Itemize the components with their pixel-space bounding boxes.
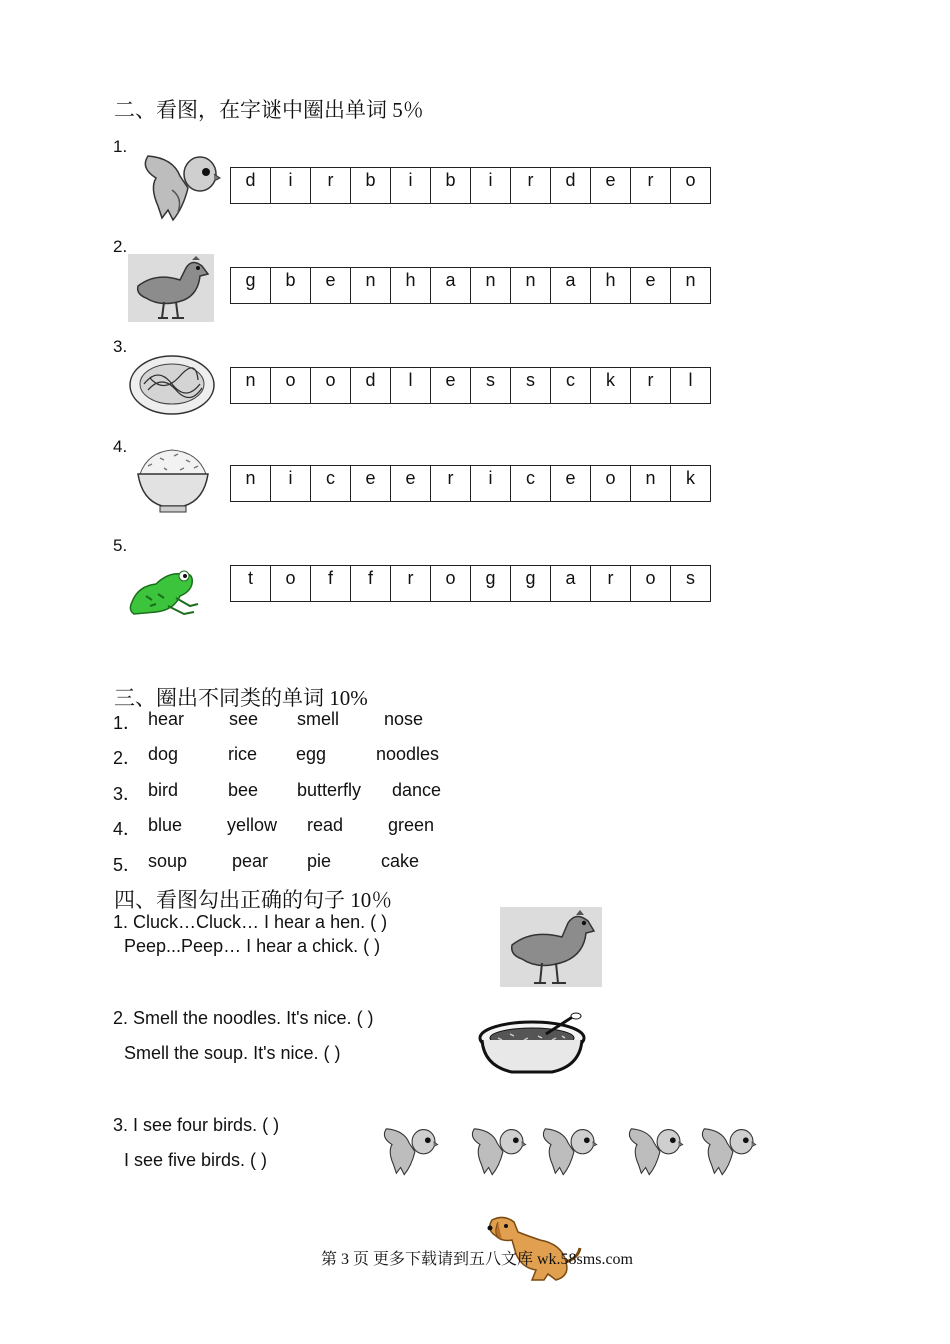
- letter-cell[interactable]: a: [551, 268, 591, 304]
- hen-icon: [500, 907, 602, 987]
- letter-cell[interactable]: s: [511, 368, 551, 404]
- letter-cell[interactable]: e: [311, 268, 351, 304]
- letter-cell[interactable]: f: [311, 566, 351, 602]
- letter-cell[interactable]: n: [511, 268, 551, 304]
- letter-cell[interactable]: i: [271, 466, 311, 502]
- word-option[interactable]: bird: [148, 780, 179, 800]
- letter-cell[interactable]: c: [511, 466, 551, 502]
- item2-number: 2.: [113, 237, 128, 256]
- letter-cell[interactable]: r: [391, 566, 431, 602]
- soup-icon: [476, 1012, 588, 1076]
- word-option[interactable]: blue: [148, 815, 183, 835]
- q2-sentence-a[interactable]: 2. Smell the noodles. It's nice. ( ): [113, 1008, 374, 1028]
- section3-title: 三、圈出不同类的单词 10%: [114, 686, 368, 710]
- letter-cell[interactable]: n: [671, 268, 711, 304]
- letter-cell[interactable]: b: [271, 268, 311, 304]
- bird-icon: [531, 1122, 599, 1180]
- letter-cell[interactable]: e: [431, 368, 471, 404]
- letter-cell[interactable]: l: [671, 368, 711, 404]
- word-option[interactable]: butterfly: [297, 780, 362, 800]
- bird-icon: [617, 1122, 685, 1180]
- letter-cell[interactable]: d: [351, 368, 391, 404]
- letter-cell[interactable]: o: [271, 566, 311, 602]
- letter-cell[interactable]: f: [351, 566, 391, 602]
- letter-cell[interactable]: h: [591, 268, 631, 304]
- letter-cell[interactable]: d: [231, 168, 271, 204]
- letter-cell[interactable]: e: [591, 168, 631, 204]
- word-option[interactable]: bee: [228, 780, 259, 800]
- word-option[interactable]: rice: [228, 744, 258, 764]
- letter-cell[interactable]: i: [471, 466, 511, 502]
- letter-cell[interactable]: i: [471, 168, 511, 204]
- letter-cell[interactable]: e: [551, 466, 591, 502]
- word-option[interactable]: see: [229, 709, 259, 729]
- letter-cell[interactable]: k: [591, 368, 631, 404]
- letter-cell[interactable]: b: [351, 168, 391, 204]
- letter-cell[interactable]: e: [351, 466, 391, 502]
- word-option[interactable]: pie: [307, 851, 332, 871]
- q2-sentence-b[interactable]: Smell the soup. It's nice. ( ): [124, 1043, 341, 1063]
- letter-cell[interactable]: d: [551, 168, 591, 204]
- footer-text: 第 3 页 更多下载请到五八文库 wk.58sms.com: [321, 1251, 634, 1268]
- item1-number: 1.: [113, 137, 128, 156]
- noodles-icon: [128, 354, 216, 416]
- bird-icon: [690, 1122, 758, 1180]
- letter-cell[interactable]: o: [311, 368, 351, 404]
- row-number: 4．: [113, 819, 142, 839]
- letter-grid-2: [230, 267, 711, 304]
- row-number: 1．: [113, 713, 142, 733]
- letter-cell[interactable]: o: [631, 566, 671, 602]
- letter-cell[interactable]: t: [231, 566, 271, 602]
- letter-cell[interactable]: r: [631, 168, 671, 204]
- word-option[interactable]: read: [307, 815, 344, 835]
- letter-cell[interactable]: s: [671, 566, 711, 602]
- q3-sentence-b[interactable]: I see five birds. ( ): [124, 1150, 268, 1170]
- word-option[interactable]: pear: [232, 851, 269, 871]
- letter-cell[interactable]: a: [551, 566, 591, 602]
- letter-cell[interactable]: o: [591, 466, 631, 502]
- section4-title: 四、看图勾出正确的句子 10％: [114, 888, 393, 912]
- letter-cell[interactable]: c: [311, 466, 351, 502]
- letter-cell[interactable]: r: [311, 168, 351, 204]
- word-option[interactable]: dance: [392, 780, 442, 800]
- row-number: 5．: [113, 855, 142, 875]
- letter-cell[interactable]: n: [231, 368, 271, 404]
- letter-cell[interactable]: i: [271, 168, 311, 204]
- bird-icon: [460, 1122, 528, 1180]
- letter-cell[interactable]: n: [351, 268, 391, 304]
- letter-cell[interactable]: r: [591, 566, 631, 602]
- word-option[interactable]: cake: [381, 851, 420, 871]
- letter-cell[interactable]: n: [231, 466, 271, 502]
- letter-grid-1: [230, 167, 711, 204]
- word-option[interactable]: noodles: [376, 744, 440, 764]
- q1-sentence-b[interactable]: Peep...Peep… I hear a chick. ( ): [124, 936, 381, 956]
- rice-icon: [134, 444, 212, 514]
- letter-cell[interactable]: i: [391, 168, 431, 204]
- letter-cell[interactable]: g: [471, 566, 511, 602]
- q3-sentence-a[interactable]: 3. I see four birds. ( ): [113, 1115, 280, 1135]
- letter-cell[interactable]: o: [271, 368, 311, 404]
- letter-cell[interactable]: g: [231, 268, 271, 304]
- letter-cell[interactable]: r: [431, 466, 471, 502]
- letter-cell[interactable]: o: [671, 168, 711, 204]
- letter-cell[interactable]: e: [631, 268, 671, 304]
- item5-number: 5.: [113, 536, 128, 555]
- letter-cell[interactable]: o: [431, 566, 471, 602]
- q1-sentence-a[interactable]: 1. Cluck…Cluck… I hear a hen. ( ): [113, 912, 388, 932]
- word-option[interactable]: hear: [148, 709, 185, 729]
- letter-grid-5: [230, 565, 711, 602]
- word-option[interactable]: egg: [296, 744, 327, 764]
- letter-cell[interactable]: r: [631, 368, 671, 404]
- bird-icon: [372, 1122, 440, 1180]
- letter-grid-3: [230, 367, 711, 404]
- letter-cell[interactable]: a: [431, 268, 471, 304]
- item4-number: 4.: [113, 437, 128, 456]
- word-option[interactable]: soup: [148, 851, 188, 871]
- letter-cell[interactable]: n: [631, 466, 671, 502]
- item3-number: 3.: [113, 337, 128, 356]
- frog-icon: [128, 566, 200, 618]
- word-option[interactable]: smell: [297, 709, 340, 729]
- letter-cell[interactable]: s: [471, 368, 511, 404]
- bird-icon: [128, 148, 223, 226]
- letter-grid-4: [230, 465, 711, 502]
- letter-cell[interactable]: h: [391, 268, 431, 304]
- word-option[interactable]: yellow: [227, 815, 278, 835]
- letter-cell[interactable]: l: [391, 368, 431, 404]
- section2-title: 二、看图，在字谜中圈出单词 5％: [114, 98, 424, 122]
- word-option[interactable]: green: [388, 815, 435, 835]
- letter-cell[interactable]: e: [391, 466, 431, 502]
- letter-cell[interactable]: c: [551, 368, 591, 404]
- letter-cell[interactable]: b: [431, 168, 471, 204]
- letter-cell[interactable]: n: [471, 268, 511, 304]
- letter-cell[interactable]: k: [671, 466, 711, 502]
- row-number: 2．: [113, 748, 142, 768]
- row-number: 3．: [113, 784, 142, 804]
- letter-cell[interactable]: r: [511, 168, 551, 204]
- word-option[interactable]: nose: [384, 709, 424, 729]
- letter-cell[interactable]: g: [511, 566, 551, 602]
- hen-icon: [128, 254, 214, 322]
- word-option[interactable]: dog: [148, 744, 179, 764]
